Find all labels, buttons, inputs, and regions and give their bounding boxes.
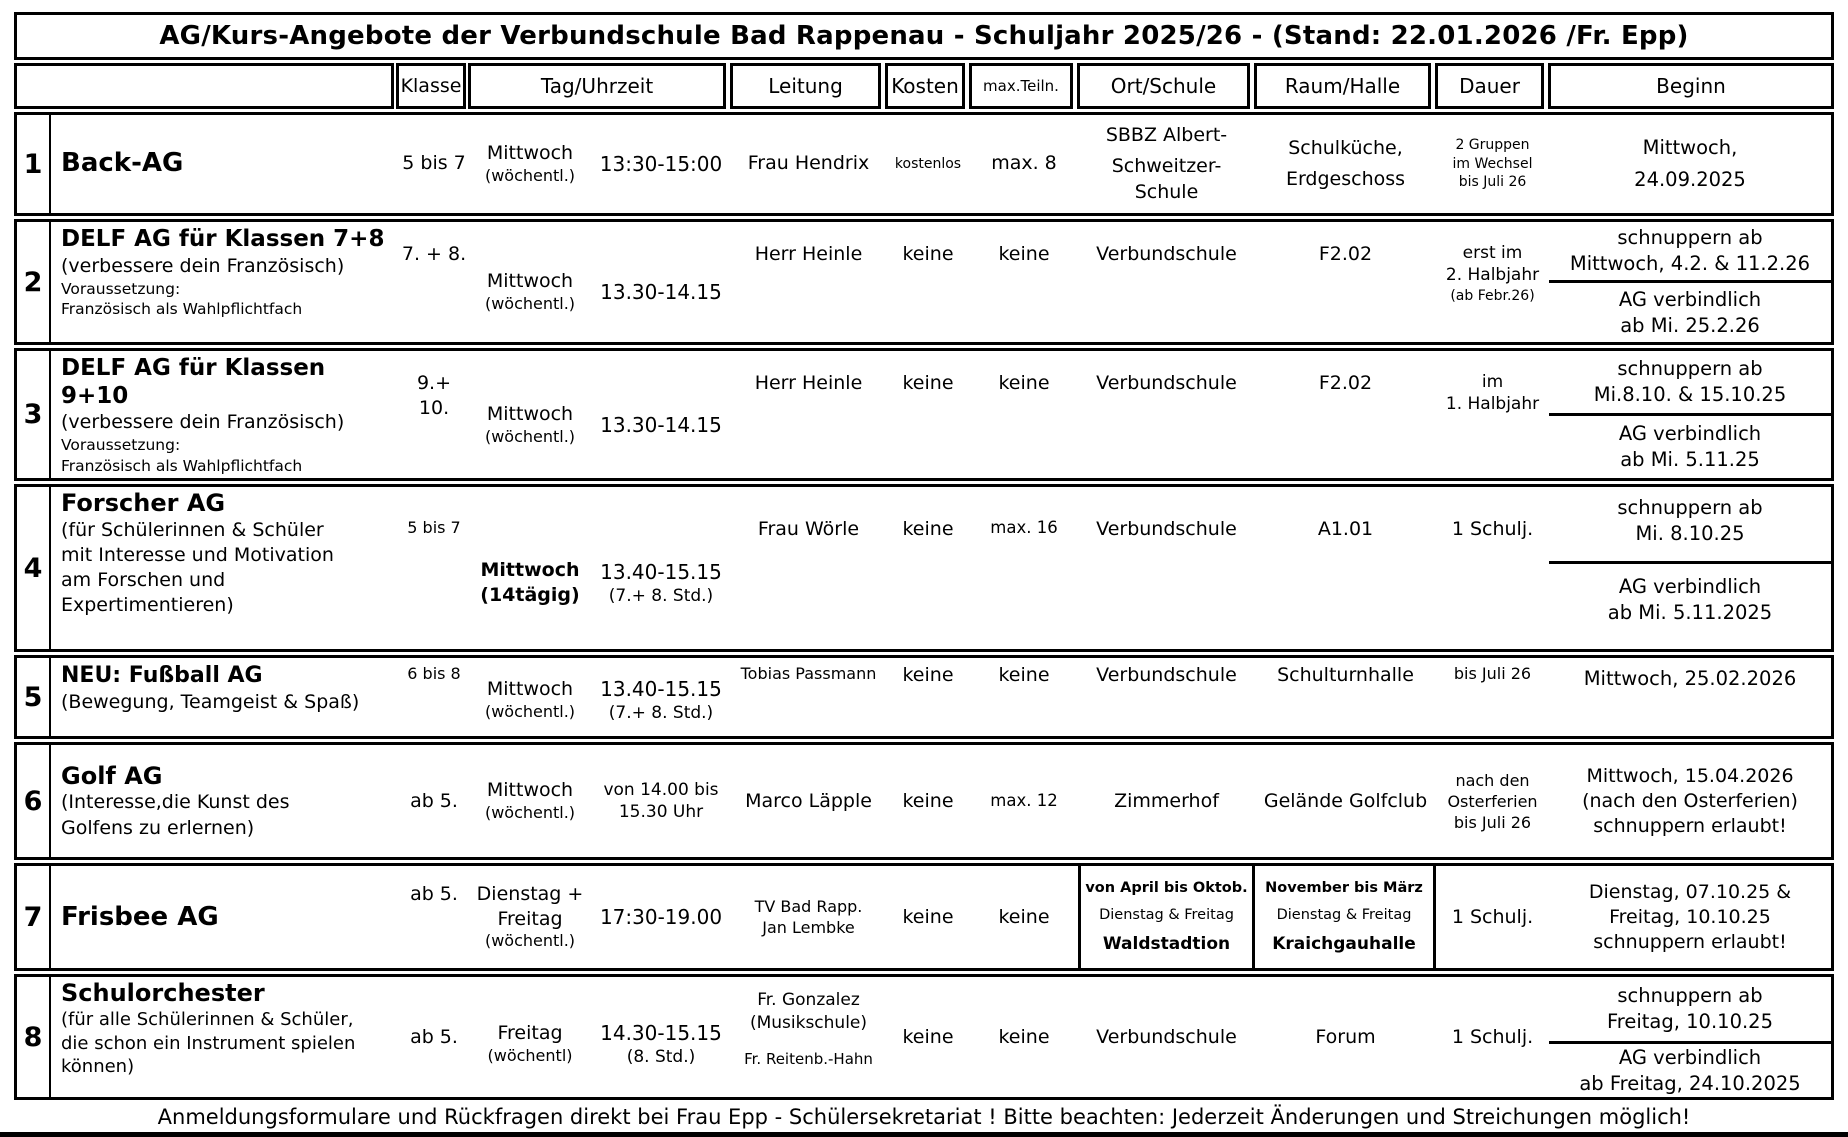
tag-uhrzeit-cell bbox=[469, 351, 731, 478]
row-number: 6 bbox=[17, 745, 51, 857]
raum-halle-cell: A1.01 bbox=[1317, 518, 1374, 541]
header-max-teiln: max.Teiln. bbox=[969, 63, 1073, 109]
day-frequency: Mittwoch (wöchentl.) bbox=[484, 142, 576, 185]
klasse-cell: ab 5. bbox=[410, 1025, 458, 1048]
header-empty-cell bbox=[14, 63, 394, 109]
leitung-cell: Frau Hendrix bbox=[747, 152, 870, 175]
beginn-split bbox=[1549, 977, 1831, 1097]
time-range: 17:30-19.00 bbox=[599, 905, 723, 930]
ag-title: Forscher AG bbox=[61, 489, 226, 518]
beginn-split bbox=[1549, 222, 1831, 342]
kosten-cell: kostenlos bbox=[894, 155, 962, 172]
row-number: 4 bbox=[17, 487, 51, 649]
ag-description: (für alle Schülerinnen & Schüler, die schon ein Instrument spielen können) bbox=[61, 1008, 356, 1078]
kosten-cell: keine bbox=[902, 1025, 954, 1048]
row-number: 3 bbox=[17, 351, 51, 478]
max-teiln-cell: keine bbox=[998, 905, 1050, 928]
raum-halle-cell: November bis März Dienstag & Freitag Kraichgauhalle bbox=[1255, 866, 1436, 968]
kosten-cell: keine bbox=[902, 664, 954, 687]
dauer-cell: 1 Schulj. bbox=[1451, 1025, 1534, 1048]
header-ort-schule: Ort/Schule bbox=[1077, 63, 1250, 109]
row-number: 7 bbox=[17, 866, 51, 968]
max-teiln-cell: max. 16 bbox=[990, 518, 1058, 538]
ort-schule-cell: Zimmerhof bbox=[1114, 789, 1219, 812]
ag-description-small: Voraussetzung: Französisch als Wahlpflichtfach bbox=[61, 279, 303, 319]
ag-name-cell bbox=[51, 977, 399, 1097]
beginn-cell bbox=[1549, 487, 1831, 649]
raum-halle-cell: Forum bbox=[1315, 1025, 1376, 1048]
max-teiln-cell: keine bbox=[998, 664, 1050, 687]
dauer-cell: 1 Schulj. bbox=[1451, 518, 1534, 541]
table-row-delf-7-8 bbox=[14, 219, 1834, 345]
tag-uhrzeit-cell bbox=[469, 658, 731, 736]
beginn-cell bbox=[1549, 222, 1831, 342]
time-range: 13.30-14.15 bbox=[600, 280, 722, 304]
kosten-cell: keine bbox=[902, 243, 954, 265]
beginn-schnuppern: schnuppern ab Mi. 8.10.25 bbox=[1617, 496, 1763, 545]
ag-name-cell bbox=[51, 866, 399, 968]
row-number: 5 bbox=[17, 658, 51, 736]
beginn-cell: Mittwoch, 15.04.2026 (nach den Osterferien) schnuppern erlaubt! bbox=[1582, 764, 1798, 837]
ag-title: DELF AG für Klassen 9+10 bbox=[61, 355, 326, 409]
beginn-split bbox=[1549, 487, 1831, 649]
beginn-verbindlich: AG verbindlich ab Mi. 25.2.26 bbox=[1549, 280, 1831, 342]
leitung-cell: Herr Heinle bbox=[754, 243, 863, 265]
raum-halle-cell: F2.02 bbox=[1318, 243, 1373, 265]
beginn-verbindlich: AG verbindlich ab Freitag, 24.10.2025 bbox=[1549, 1041, 1831, 1097]
beginn-schnuppern: schnuppern ab Mi.8.10. & 15.10.25 bbox=[1593, 357, 1787, 406]
time-range: 13.40-15.15 (7.+ 8. Std.) bbox=[600, 676, 722, 723]
leitung-cell: Herr Heinle bbox=[754, 372, 863, 394]
time-range: 13.40-15.15 (7.+ 8. Std.) bbox=[600, 560, 722, 607]
leitung-cell: Frau Wörle bbox=[757, 518, 860, 541]
max-teiln-cell: max. 8 bbox=[991, 152, 1057, 175]
leitung-cell: Marco Läpple bbox=[745, 789, 872, 812]
ag-title: Schulorchester bbox=[61, 979, 265, 1008]
day-frequency: Mittwoch (wöchentl.) bbox=[484, 779, 576, 823]
max-teiln-cell: keine bbox=[998, 372, 1050, 394]
header-leitung: Leitung bbox=[730, 63, 881, 109]
table-row-back-ag bbox=[14, 112, 1834, 216]
leitung-cell: Fr. Gonzalez (Musikschule) Fr. Reitenb.-Hahn bbox=[744, 990, 873, 1069]
time-range: 13.30-14.15 bbox=[600, 412, 722, 437]
day-frequency: Dienstag + Freitag (wöchentl.) bbox=[476, 883, 584, 951]
table-row-forscher-ag bbox=[14, 484, 1834, 652]
time-range: 14.30-15.15 (8. Std.) bbox=[600, 1021, 722, 1068]
beginn-schnuppern: schnuppern ab Mittwoch, 4.2. & 11.2.26 bbox=[1569, 226, 1811, 275]
tag-uhrzeit-cell bbox=[469, 115, 731, 213]
raum-halle-cell: Gelände Golfclub bbox=[1263, 789, 1428, 812]
day-frequency: Mittwoch (wöchentl.) bbox=[484, 677, 576, 721]
klasse-cell: 5 bis 7 bbox=[402, 152, 466, 175]
dauer-cell: im 1. Halbjahr bbox=[1445, 372, 1540, 415]
table-row-delf-9-10 bbox=[14, 348, 1834, 481]
header-tag-uhrzeit: Tag/Uhrzeit bbox=[468, 63, 726, 109]
row-number: 8 bbox=[17, 977, 51, 1097]
klasse-cell: 5 bis 7 bbox=[407, 518, 461, 538]
day-frequency: Mittwoch (14tägig) bbox=[480, 559, 580, 607]
kosten-cell: keine bbox=[902, 518, 954, 541]
ag-name-cell bbox=[51, 487, 399, 649]
max-teiln-cell: keine bbox=[998, 1025, 1050, 1048]
dauer-cell: 2 Gruppen im Wechsel bis Juli 26 bbox=[1452, 137, 1533, 191]
table-row-schulorchester bbox=[14, 974, 1834, 1100]
beginn-verbindlich: AG verbindlich ab Mi. 5.11.2025 bbox=[1549, 561, 1831, 649]
ag-name-cell bbox=[51, 351, 399, 478]
klasse-cell: ab 5. bbox=[410, 883, 458, 906]
header-dauer: Dauer bbox=[1435, 63, 1544, 109]
beginn-cell: Mittwoch, 25.02.2026 bbox=[1583, 667, 1797, 691]
ag-title: Frisbee AG bbox=[61, 901, 219, 932]
tag-uhrzeit-cell bbox=[469, 222, 731, 342]
ag-title: DELF AG für Klassen 7+8 bbox=[61, 226, 385, 252]
klasse-cell: ab 5. bbox=[410, 789, 458, 812]
max-teiln-cell: keine bbox=[998, 243, 1050, 265]
ort-schule-cell: Verbundschule bbox=[1096, 372, 1237, 394]
beginn-split bbox=[1549, 351, 1831, 478]
ag-description: (verbessere dein Französisch) bbox=[61, 254, 345, 277]
raum-halle-cell: Schulturnhalle bbox=[1277, 664, 1414, 687]
ort-schule-cell: Verbundschule bbox=[1096, 518, 1237, 541]
ag-description: (Bewegung, Teamgeist & Spaß) bbox=[61, 690, 360, 713]
dauer-cell: erst im 2. Halbjahr (ab Febr.26) bbox=[1445, 243, 1540, 304]
beginn-cell bbox=[1549, 351, 1831, 478]
table-row-golf-ag bbox=[14, 742, 1834, 860]
raum-halle-cell: F2.02 bbox=[1318, 372, 1373, 394]
ag-description: (für Schülerinnen & Schüler mit Interesse und Motivation am Forschen und Expertimentieren) bbox=[61, 518, 334, 617]
dauer-cell: 1 Schulj. bbox=[1451, 905, 1534, 928]
ag-name-cell bbox=[51, 658, 399, 736]
ag-name-cell bbox=[51, 745, 399, 857]
tag-uhrzeit-cell bbox=[469, 866, 731, 968]
dauer-cell: bis Juli 26 bbox=[1453, 664, 1532, 684]
ort-schule-cell: Verbundschule bbox=[1096, 243, 1237, 265]
beginn-cell: Dienstag, 07.10.25 & Freitag, 10.10.25 schnuppern erlaubt! bbox=[1588, 880, 1792, 953]
footer-note: Anmeldungsformulare und Rückfragen direkt bei Frau Epp - Schülersekretariat ! Bitte beachten: Jederzeit Änderungen und Streichungen möglich! bbox=[157, 1105, 1691, 1130]
row-number: 2 bbox=[17, 222, 51, 342]
leitung-cell: Tobias Passmann bbox=[740, 664, 877, 684]
max-teiln-cell: max. 12 bbox=[990, 791, 1058, 811]
day-frequency: Mittwoch (wöchentl.) bbox=[484, 402, 576, 446]
beginn-schnuppern: schnuppern ab Freitag, 10.10.25 bbox=[1606, 984, 1773, 1034]
time-range: 13:30-15:00 bbox=[599, 152, 723, 176]
klasse-cell: 9.+ 10. bbox=[416, 372, 452, 420]
day-frequency: Freitag (wöchentl) bbox=[487, 1022, 573, 1066]
dauer-cell: nach den Osterferien bis Juli 26 bbox=[1447, 770, 1538, 832]
kosten-cell: keine bbox=[902, 905, 954, 928]
beginn-verbindlich: AG verbindlich ab Mi. 5.11.25 bbox=[1549, 413, 1831, 478]
ag-description-small: Voraussetzung: Französisch als Wahlpflichtfach bbox=[61, 436, 303, 475]
header-klasse: Klasse bbox=[396, 63, 466, 109]
beginn-cell bbox=[1549, 977, 1831, 1097]
beginn-cell: Mittwoch, 24.09.2025 bbox=[1634, 136, 1746, 191]
ag-title: Back-AG bbox=[61, 148, 184, 179]
row-number: 1 bbox=[17, 115, 51, 213]
page-title: AG/Kurs-Angebote der Verbundschule Bad Rappenau - Schuljahr 2025/26 - (Stand: 22.01.2026 /Fr. Epp) bbox=[14, 12, 1834, 60]
ort-schule-cell: Verbundschule bbox=[1096, 664, 1237, 687]
ag-description: (verbessere dein Französisch) bbox=[61, 411, 345, 434]
header-beginn: Beginn bbox=[1548, 63, 1834, 109]
table-row-fussball-ag bbox=[14, 655, 1834, 739]
klasse-cell: 7. + 8. bbox=[401, 243, 467, 265]
ag-description: (Interesse,die Kunst des Golfens zu erlernen) bbox=[61, 791, 290, 839]
bottom-scan-edge bbox=[0, 1132, 1848, 1137]
header-kosten: Kosten bbox=[885, 63, 965, 109]
ort-schule-cell: Verbundschule bbox=[1096, 1025, 1237, 1048]
klasse-cell: 6 bis 8 bbox=[407, 664, 461, 684]
leitung-cell: TV Bad Rapp. Jan Lembke bbox=[754, 897, 863, 938]
ort-schule-cell: von April bis Oktob. Dienstag & Freitag Waldstadtion bbox=[1078, 866, 1255, 968]
raum-halle-cell: Schulküche, Erdgeschoss bbox=[1285, 136, 1406, 190]
table-header-row bbox=[14, 63, 1834, 109]
ort-schule-cell: SBBZ Albert- Schweitzer-Schule bbox=[1105, 124, 1228, 203]
time-range: von 14.00 bis 15.30 Uhr bbox=[603, 780, 719, 823]
header-raum-halle: Raum/Halle bbox=[1254, 63, 1431, 109]
ag-title: Golf AG bbox=[61, 761, 163, 790]
day-frequency: Mittwoch (wöchentl.) bbox=[484, 270, 576, 313]
ag-name-cell bbox=[51, 222, 399, 342]
ag-name-cell bbox=[51, 115, 399, 213]
tag-uhrzeit-cell bbox=[469, 977, 731, 1097]
table-row-frisbee-ag bbox=[14, 863, 1834, 971]
kosten-cell: keine bbox=[902, 789, 954, 812]
ag-title: NEU: Fußball AG bbox=[61, 663, 263, 689]
tag-uhrzeit-cell bbox=[469, 487, 731, 649]
tag-uhrzeit-cell bbox=[469, 745, 731, 857]
kosten-cell: keine bbox=[902, 372, 954, 394]
